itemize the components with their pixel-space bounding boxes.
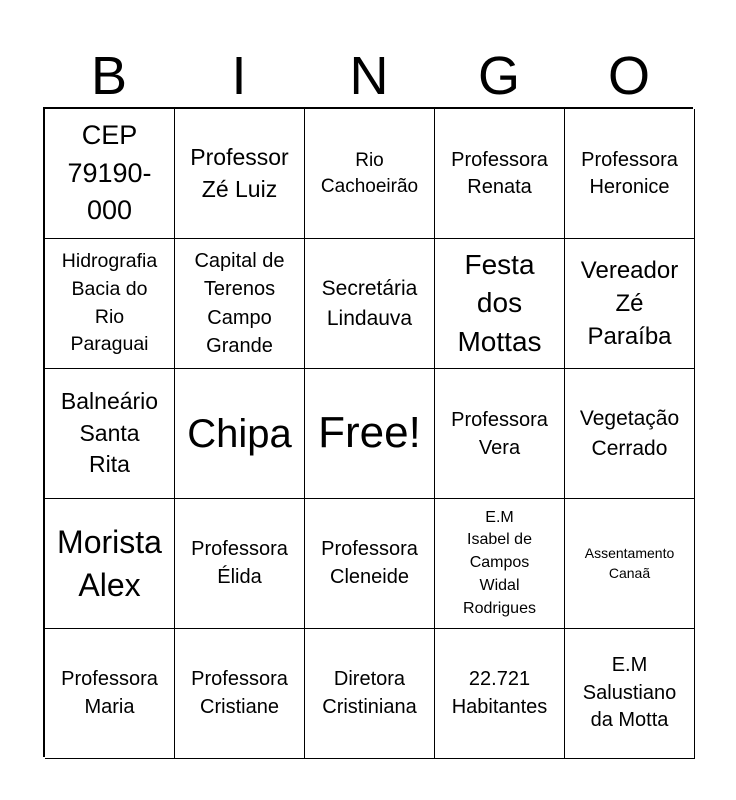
bingo-cell[interactable] [175, 239, 305, 369]
bingo-header [44, 44, 694, 108]
cell-text: Hidrografia Bacia do Rio Paraguai [61, 250, 158, 356]
header-letter-b: B [90, 46, 128, 106]
cell-text: CEP 79190- 000 [67, 119, 152, 226]
bingo-cell[interactable] [565, 109, 695, 239]
cell-text: Vereador Zé Paraíba [580, 256, 679, 351]
bingo-cell[interactable] [435, 239, 565, 369]
cell-text: Professora Renata [451, 148, 548, 198]
header-letter-o: O [607, 46, 650, 106]
cell-text: Diretora Cristiniana [322, 667, 417, 718]
bingo-cell[interactable] [45, 239, 175, 369]
bingo-cell[interactable] [45, 629, 175, 759]
cell-text: Festa dos Mottas [457, 248, 542, 357]
bingo-cell[interactable] [45, 109, 175, 239]
bingo-cell[interactable] [435, 109, 565, 239]
bingo-cell[interactable] [565, 239, 695, 369]
bingo-cell[interactable] [435, 369, 565, 499]
bingo-cell[interactable] [565, 499, 695, 629]
bingo-cell[interactable] [175, 629, 305, 759]
bingo-cell[interactable] [175, 109, 305, 239]
bingo-cell[interactable] [305, 629, 435, 759]
bingo-cell[interactable] [305, 239, 435, 369]
bingo-cell[interactable] [175, 499, 305, 629]
cell-text: Professora Cristiane [191, 667, 288, 718]
cell-text: Professora Vera [451, 408, 548, 459]
cell-text: Chipa [187, 411, 292, 456]
bingo-cell[interactable] [565, 629, 695, 759]
bingo-cell[interactable] [175, 369, 305, 499]
cell-text: Professora Cleneide [321, 537, 418, 588]
cell-text: Capital de Terenos Campo Grande [194, 249, 285, 357]
cell-text: Vegetação Cerrado [579, 407, 680, 460]
bingo-cell[interactable] [45, 369, 175, 499]
bingo-cell[interactable] [565, 369, 695, 499]
cell-text: Professora Heronice [581, 148, 678, 198]
bingo-cell[interactable] [305, 369, 435, 499]
header-letter-n: N [349, 46, 389, 106]
bingo-cell[interactable] [45, 499, 175, 629]
cell-text: Balneário Santa Rita [60, 387, 159, 478]
header-letter-i: I [231, 46, 247, 106]
header-letter-g: G [477, 46, 520, 106]
cell-text: Professora Élida [191, 537, 288, 588]
bingo-cell[interactable] [435, 499, 565, 629]
cell-text: Secretária Lindauva [321, 276, 418, 330]
bingo-card-grid [43, 107, 693, 757]
cell-text: Professor Zé Luiz [190, 144, 289, 202]
bingo-cell[interactable] [305, 499, 435, 629]
bingo-cell[interactable] [435, 629, 565, 759]
free-space-text: Free! [318, 408, 421, 458]
cell-text: E.M Salustiano da Motta [582, 654, 677, 732]
cell-text: 22.721 Habitantes [451, 667, 548, 718]
cell-text: E.M Isabel de Campos Widal Rodrigues [463, 508, 536, 617]
cell-text: Professora Maria [61, 667, 158, 718]
cell-text: Rio Cachoeirão [320, 149, 419, 197]
bingo-cell[interactable] [305, 109, 435, 239]
cell-text: Assentamento Canaã [584, 544, 675, 581]
cell-text: Morista Alex [57, 524, 162, 603]
